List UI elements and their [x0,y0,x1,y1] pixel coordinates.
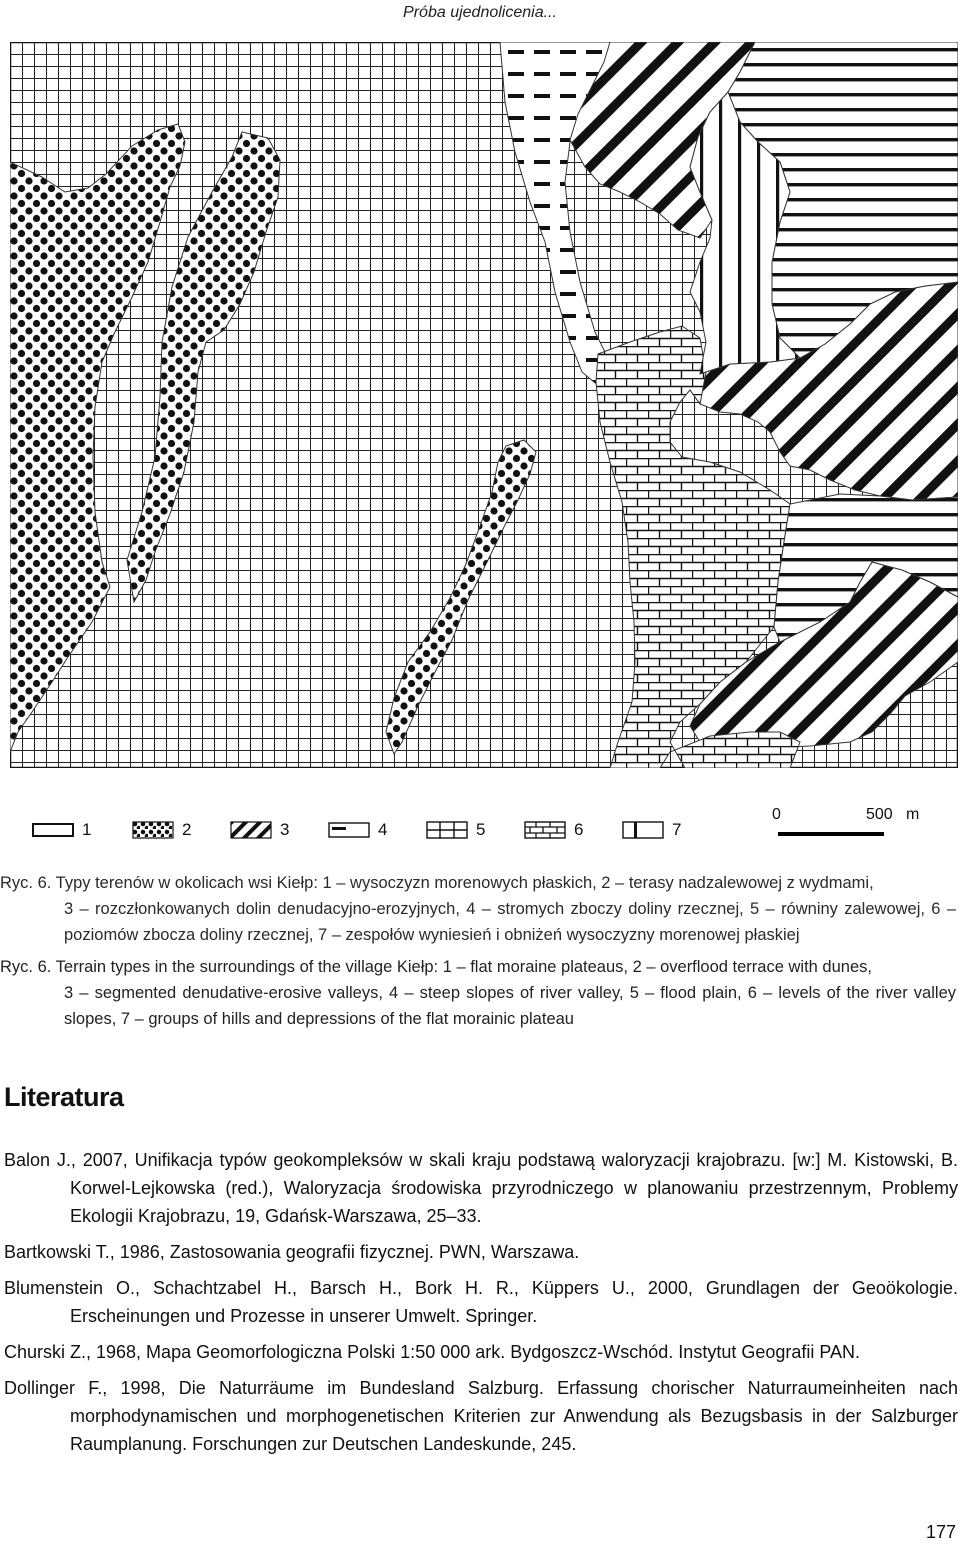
reference-item: Balon J., 2007, Unifikacja typów geokompleksów w skali kraju podstawą waloryzacji krajobrazu. [w:] M. Kistowski, B. Korwel-Lejkowska (red.), Waloryzacja środowiska przyrodniczego w planowaniu przestrzennym, Problemy Ekologii Krajobrazu, 19, Gdańsk-Warszawa, 25–33. [4,1150,958,1226]
legend-label: 6 [574,820,584,839]
legend-label: 5 [476,820,486,839]
reference-item: Bartkowski T., 1986, Zastosowania geografii fizycznej. PWN, Warszawa. [4,1242,580,1262]
legend-item-2 [132,818,191,842]
caption-continuation: 3 – rozczłonkowanych dolin denudacyjno-erozyjnych, 4 – stromych zboczy doliny rzecznej, 5 – równiny zalewowej, 6 – poziomów zbocza doliny rzecznej, 7 – zespołów wyniesień i obniżeń wysoczyzny morenowej płaskiej [64,900,956,944]
scale-unit-label: m [906,806,920,823]
legend-swatch-dashed [328,821,370,839]
legend-label: 4 [378,820,388,839]
page-number: 177 [925,1522,956,1542]
scale-bar [764,806,954,846]
legend-swatch-dots [132,821,174,839]
scale-distance-label: 500 [866,806,893,823]
legend-item-6 [524,818,583,842]
legend-swatch-bricks [524,821,566,839]
legend-item-1 [32,818,91,842]
caption-prefix: Ryc. 6. [0,874,52,892]
figure-caption-english [0,954,956,1032]
caption-text: Typy terenów w okolicach wsi Kiełp: 1 – wysoczyzn morenowych płaskich, 2 – terasy nadzalewowej z wydmami, [55,874,874,892]
scale-zero-label: 0 [772,806,781,823]
legend-label: 3 [280,820,290,839]
legend-item-5 [426,818,485,842]
legend-label: 7 [672,820,682,839]
caption-continuation: 3 – segmented denudative-erosive valleys, 4 – steep slopes of river valley, 5 – flood plain, 6 – levels of the river valley slopes, 7 – groups of hills and depressions of the flat morainic plateau [64,984,956,1028]
legend-label: 2 [182,820,192,839]
figure-caption-polish [0,870,956,948]
legend-label: 1 [82,820,92,839]
scale-line [778,832,884,836]
caption-prefix: Ryc. 6. [0,958,52,976]
legend-swatch-cross-grid [426,821,468,839]
legend-item-4 [328,818,387,842]
caption-line [0,870,956,896]
legend-swatch-vertical-stripes [622,821,664,839]
legend-item-7 [622,818,681,842]
legend-swatch-diagonal-stripes [230,821,272,839]
legend-item-3 [230,818,289,842]
legend-swatch-empty-box [32,822,74,838]
reference-item: Blumenstein O., Schachtzabel H., Barsch H., Bork H. R., Küppers U., 2000, Grundlagen der Geoökologie. Erscheinungen und Prozesse in unserer Umwelt. Springer. [4,1278,958,1326]
section-heading-literature: Literatura [4,1082,124,1112]
reference-item: Churski Z., 1968, Mapa Geomorfologiczna Polski 1:50 000 ark. Bydgoszcz-Wschód. Instytut Geografii PAN. [4,1342,861,1362]
terrain-type-map [10,42,958,768]
caption-text: Terrain types in the surroundings of the village Kiełp: 1 – flat moraine plateaus, 2 – overflood terrace with dunes, [55,958,872,976]
reference-list [4,1146,958,1466]
reference-item: Dollinger F., 1998, Die Naturräume im Bundesland Salzburg. Erfassung chorischer Naturraumeinheiten nach morphodynamischen und morphogenetischen Kriterien zur Anwendung als Bezugsbasis in der Salzburger Raumplanung. Forschungen zur Deutschen Landeskunde, 245. [4,1378,958,1454]
running-header: Próba ujednolicenia... [403,4,557,21]
caption-line [0,954,956,980]
